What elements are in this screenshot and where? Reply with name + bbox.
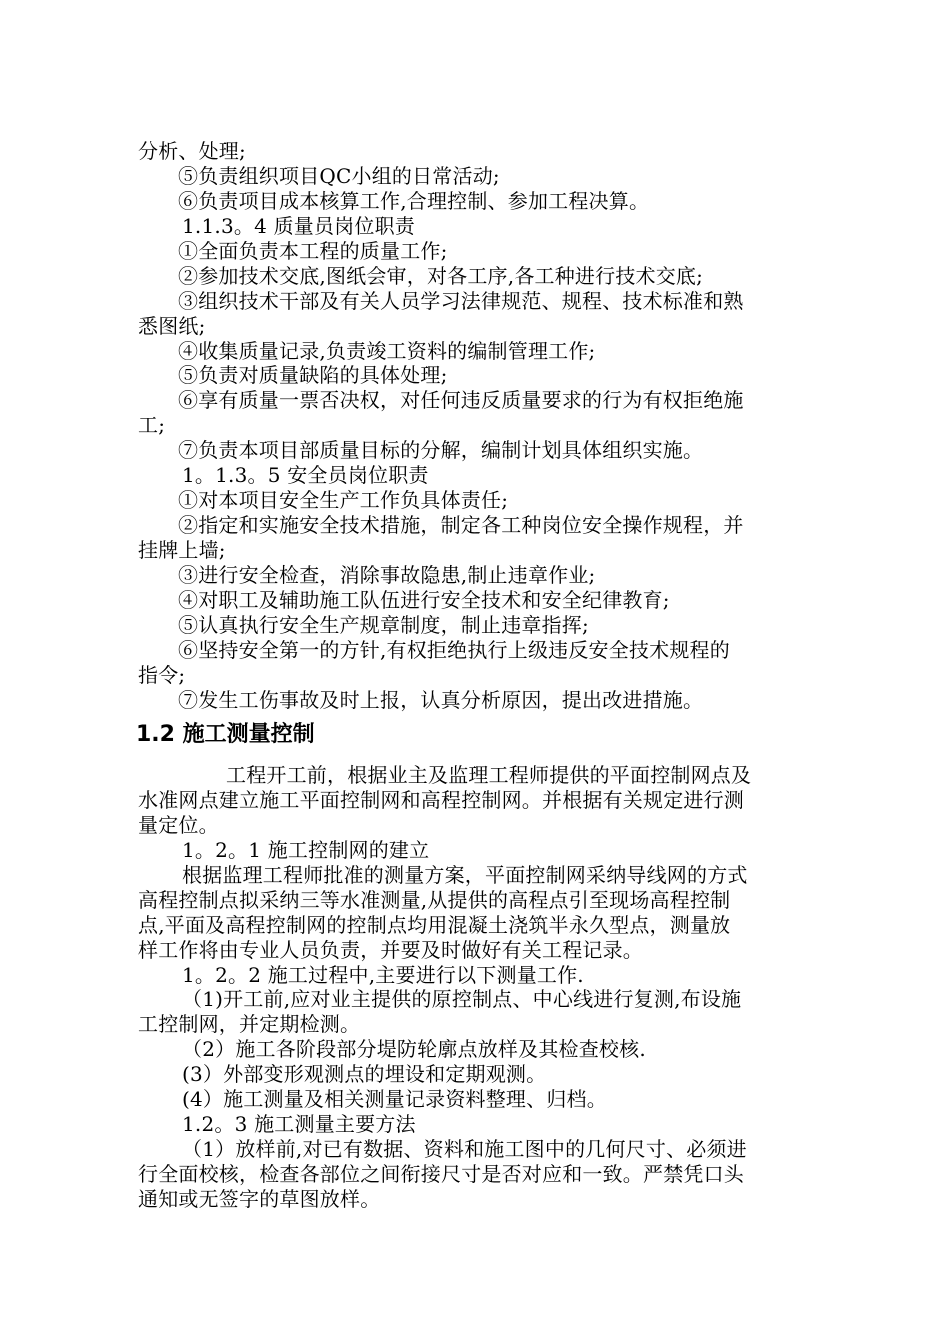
text-line: ⑦负责本项目部质量目标的分解，编制计划具体组织实施。 xyxy=(178,438,704,462)
text-line: （1)开工前,应对业主提供的原控制点、中心线进行复测,布设施 xyxy=(182,987,742,1011)
text-line: 工程开工前，根据业主及监理工程师提供的平面控制网点及 xyxy=(226,763,752,787)
text-line: ⑥负责项目成本核算工作,合理控制、参加工程决算。 xyxy=(178,189,650,213)
subsection-heading: 1。2。1 施工控制网的建立 xyxy=(182,838,430,862)
text-line: 指令; xyxy=(138,663,186,687)
text-line: ①对本项目安全生产工作负具体责任; xyxy=(178,488,509,512)
text-line: ⑤负责对质量缺陷的具体处理; xyxy=(178,363,448,387)
text-line: 量定位。 xyxy=(138,813,219,837)
text-line: ⑤负责组织项目QC小组的日常活动; xyxy=(178,164,500,188)
subsection-heading: 1。1.3。5 安全员岗位职责 xyxy=(182,463,429,487)
text-line: ①全面负责本工程的质量工作; xyxy=(178,239,448,263)
text-line: （2）施工各阶段部分堤防轮廓点放样及其检查校核. xyxy=(182,1037,646,1061)
text-line: 根据监理工程师批准的测量方案，平面控制网采纳导线网的方式 xyxy=(182,863,748,887)
text-line: 水准网点建立施工平面控制网和高程控制网。并根据有关规定进行测 xyxy=(138,788,744,812)
text-line: ⑥坚持安全第一的方针,有权拒绝执行上级违反安全技术规程的 xyxy=(178,638,730,662)
text-line: 分析、处理; xyxy=(138,139,246,163)
text-line: 通知或无签字的草图放样。 xyxy=(138,1187,381,1211)
text-line: ④收集质量记录,负责竣工资料的编制管理工作; xyxy=(178,339,596,363)
text-line: 样工作将由专业人员负责，并要及时做好有关工程记录。 xyxy=(138,938,643,962)
subsection-heading: 1.2。3 施工测量主要方法 xyxy=(182,1112,416,1136)
text-line: 工; xyxy=(138,413,166,437)
text-line: 行全面校核，检查各部位之间衔接尺寸是否对应和一致。严禁凭口头 xyxy=(138,1162,744,1186)
text-line: ⑦发生工伤事故及时上报，认真分析原因，提出改进措施。 xyxy=(178,688,704,712)
text-line: 高程控制点拟采纳三等水准测量,从提供的高程点引至现场高程控制 xyxy=(138,888,731,912)
text-line: 悉图纸; xyxy=(138,314,206,338)
text-line: (3）外部变形观测点的埋设和定期观测。 xyxy=(182,1062,547,1086)
text-line: （1）放样前,对已有数据、资料和施工图中的几何尺寸、必须进 xyxy=(182,1137,747,1161)
text-line: ④对职工及辅助施工队伍进行安全技术和安全纪律教育; xyxy=(178,588,670,612)
text-line: ⑥享有质量一票否决权，对任何违反质量要求的行为有权拒绝施 xyxy=(178,388,744,412)
text-line: ②参加技术交底,图纸会审，对各工序,各工种进行技术交底; xyxy=(178,264,704,288)
subsection-heading: 1.1.3。4 质量员岗位职责 xyxy=(182,214,415,238)
subsection-heading: 1。2。2 施工过程中,主要进行以下测量工作. xyxy=(182,963,584,987)
text-line: 工控制网，并定期检测。 xyxy=(138,1012,361,1036)
text-line: ⑤认真执行安全生产规章制度，制止违章指挥; xyxy=(178,613,589,637)
text-line: (4）施工测量及相关测量记录资料整理、归档。 xyxy=(182,1087,607,1111)
text-line: 点,平面及高程控制网的控制点均用混凝土浇筑半永久型点，测量放 xyxy=(138,913,731,937)
text-line: ③进行安全检查，消除事故隐患,制止违章作业; xyxy=(178,563,596,587)
section-heading: 1.2 施工测量控制 xyxy=(136,722,315,747)
text-line: ③组织技术干部及有关人员学习法律规范、规程、技术标准和熟 xyxy=(178,289,744,313)
text-line: 挂牌上墙; xyxy=(138,538,226,562)
text-line: ②指定和实施安全技术措施，制定各工种岗位安全操作规程，并 xyxy=(178,513,744,537)
